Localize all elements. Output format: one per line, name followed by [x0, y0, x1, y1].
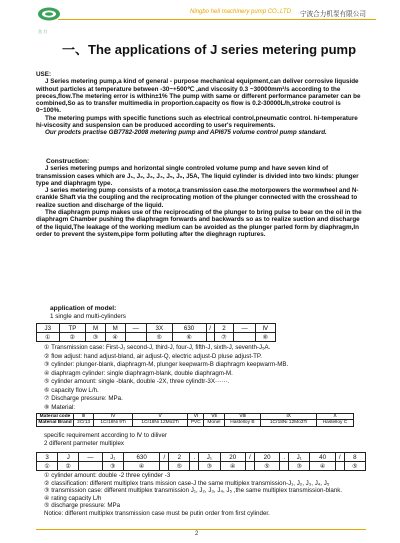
number-cell: ⑧: [255, 333, 275, 342]
table-cell: Hastelloy B: [224, 420, 261, 426]
table-cell: 2Cr13: [74, 420, 94, 426]
number-cell: ③: [199, 462, 220, 471]
use-heading: USE:: [36, 71, 52, 78]
list-item: ⑤ discharge pressure: MPa: [44, 502, 121, 510]
model-number-row: [37, 333, 276, 342]
code-cell: 40: [310, 453, 336, 462]
number-cell: [206, 333, 214, 342]
list-item: ③ transmission case: different multiplex transmission J₁, J₂, J₃, J₄, J₅ ,the same multiplex transmission-blank.: [44, 487, 343, 495]
number-cell: [335, 462, 344, 471]
code-cell: J: [58, 453, 79, 462]
number-cell: ①: [37, 462, 58, 471]
table-cell: 1Cr18Ni 9Ti: [94, 420, 132, 426]
header-company-name: Ningbo heli machinery pump CO.,LTD: [190, 9, 291, 15]
model-code-table: [36, 323, 276, 342]
table-cell: 1Cr18Ni 12Mo2Ti: [132, 420, 188, 426]
table-cell: Hastelloy C: [316, 420, 353, 426]
table-cell: Material code: [37, 414, 74, 420]
code-cell: 3: [37, 453, 58, 462]
list-item: ⑦ Discharge pressure: MPa.: [44, 395, 123, 402]
multiplex-item-list: [44, 472, 366, 518]
code-cell: —: [79, 453, 102, 462]
code-cell: 2: [214, 324, 234, 333]
company-logo: [36, 6, 62, 28]
code-cell: 20: [254, 453, 280, 462]
number-cell: [280, 462, 289, 471]
code-cell: /: [335, 453, 344, 462]
list-item: ⑧ Material:: [44, 403, 75, 411]
table-cell: Ⅳ: [94, 414, 132, 420]
list-item: ④ diaphragm cylinder: single diaphragm-blank, double diaphragm-M.: [44, 369, 233, 377]
table-cell: Ⅸ: [261, 414, 317, 420]
number-cell: [79, 462, 102, 471]
table-cell: Material Brand: [38, 420, 72, 426]
use-paragraph-1: J Series metering pump,a kind of general - purpose mechanical equipment,can deliver corrosive liquside without particles at temperature between -30~+500℃ ,and viscosity 0.3 ~30000mm²/s according to the preces,flow.The metering error is within±1% The pump with same or different performance parameter can be combined,So as to transfer multimedia in proportion.capacity os flow is 0.2-30000L/h,stroke coutrol is 0~100%.: [36, 78, 361, 115]
number-cell: [160, 462, 169, 471]
number-cell: ④: [220, 462, 246, 471]
model-subheading-2: 2 different parmeter multiplex: [44, 440, 125, 447]
model-code-row: [37, 324, 276, 333]
code-cell: /: [160, 453, 169, 462]
construction-heading: Construction:: [46, 158, 90, 165]
code-cell: J3: [37, 324, 60, 333]
number-cell: ⑦: [214, 333, 234, 342]
number-cell: ⑤: [147, 333, 173, 342]
number-cell: ④: [105, 333, 125, 342]
number-cell: [246, 462, 255, 471]
table-cell: PVC: [188, 420, 204, 426]
number-cell: [125, 333, 147, 342]
number-cell: ①: [37, 333, 60, 342]
construction-paragraph-2: J series metering pump consists of a motor,a transmission case.the motorpowers the wormwheel and N-crankle Shaft via the coupling and the reciprocating motion of the plunger connected with the crosshead to realize suction and discharge of the liquid.: [36, 187, 359, 209]
number-cell: [234, 333, 256, 342]
table-cell: Ⅶ: [204, 414, 224, 420]
table-cell: Monel: [204, 420, 224, 426]
table-cell: Ⅹ: [316, 414, 353, 420]
number-cell: ④: [123, 462, 160, 471]
code-cell: 630: [172, 324, 206, 333]
material-brand-row: [37, 420, 354, 426]
use-section: [36, 71, 366, 137]
list-item: ⑥ capacity flow L/h.: [44, 386, 99, 394]
table-cell: Ⅲ: [74, 414, 94, 420]
list-item: ⑤ cylinder amount: single -blank, double -2X, three cylindtr-3X······.: [44, 378, 230, 385]
number-cell: [190, 462, 199, 471]
model-item-list: [44, 344, 369, 412]
number-cell: ④: [310, 462, 336, 471]
code-cell: /: [246, 453, 255, 462]
code-cell: .: [280, 453, 289, 462]
notice-text: Notice: different multiplex transmission case must be putin order from first cylinder.: [44, 509, 270, 517]
list-item: ② flow adjust: hand adjust-bland, air adjust-Q, electric adjust-D pluse adjust-TP.: [44, 352, 262, 360]
page-number: 2: [195, 531, 199, 537]
number-cell: ②: [59, 333, 86, 342]
code-cell: 20: [220, 453, 246, 462]
code-cell: 3X: [147, 324, 173, 333]
construction-section: [36, 158, 366, 238]
list-item: ① cylinder amount: double -2 three cylinder -3: [44, 472, 171, 479]
number-cell: ③: [86, 333, 106, 342]
multiplex-code-row: [37, 453, 366, 462]
page-title: 一、The applications of J series metering pump: [62, 42, 357, 57]
code-cell: J₁: [199, 453, 220, 462]
construction-paragraph-1: J series metering pumps and horizontal single controled volume pump and have seven kind of transmission cases which are J₁, J₂, J₃, J₄, J₅, J₆, J5A, The liquid cylinder is divided into two kinds: plunger type and diaphragm type.: [36, 165, 359, 187]
list-item: ④ rating capacity L/h: [44, 494, 102, 502]
number-cell: ②: [58, 462, 79, 471]
code-cell: Ⅳ: [255, 324, 275, 333]
number-cell: ③: [289, 462, 310, 471]
list-item: ③ cylinder: plunger-blank, diaphragm-M, plunger keepwarm-B diaphragm keepwarm-MB.: [44, 361, 289, 368]
code-cell: 8: [344, 453, 365, 462]
code-cell: —: [234, 324, 256, 333]
use-paragraph-3: Our prodcts practise GB7782-2008 metering pump and API675 volume control pump standard.: [45, 129, 327, 137]
material-table: [36, 413, 354, 427]
code-cell: TP: [59, 324, 86, 333]
header-divider: [58, 19, 376, 20]
multiplex-code-table: [36, 452, 366, 471]
logo-text: 合 力: [38, 29, 48, 34]
list-item: ② classification: different multiplex trans mission case-J the same multiplex transmission-J₁, J₂, J₃, J₄, J₅: [44, 479, 330, 487]
number-cell: ③: [102, 462, 123, 471]
code-cell: M: [105, 324, 125, 333]
number-cell: ⑤: [344, 462, 365, 471]
list-item: ① Transmission case: First-J₁ second-J, third-J, four-J, fifth-J, sixth-J, seventh-J₅A.: [44, 344, 271, 351]
material-note: specific requirement according to Ⅳ to diliver: [44, 432, 167, 439]
code-cell: —: [125, 324, 147, 333]
code-cell: J₁: [102, 453, 123, 462]
model-subheading-1: 1 single and multi-cylinders: [50, 313, 126, 320]
construction-paragraph-3: The diaphragm pump makes use of the reciprocating of the plunger to bring pulse to bear on the oil in the diaphragm Chamber pushing the diaphragm forwards and backwards so as to realize suction and discharge of the liquid,The leakage of the working medium can be avoided as the plunger parled form by diaphragm,In order to prevent the system,pipe form polluting after the dieghragn ruptures.: [36, 209, 362, 238]
code-cell: .: [190, 453, 199, 462]
code-cell: J₁: [289, 453, 310, 462]
multiplex-number-row: [37, 462, 366, 471]
use-paragraph-2: The metering pumps with specific functions such as electrical control,pneumatic control. hi-temperature hi-viscosity and suspension can be produced according to user's requirements.: [36, 114, 358, 130]
code-cell: 630: [123, 453, 160, 462]
footer-divider: [36, 529, 366, 530]
table-cell: Ⅵ: [188, 414, 204, 420]
header-company-name-cn: 宁波合力机泵有限公司: [300, 11, 366, 18]
code-cell: /: [206, 324, 214, 333]
number-cell: ⑥: [172, 333, 206, 342]
table-cell: 1Cr18Ni 12Mo3Ti: [261, 420, 317, 426]
code-cell: M: [86, 324, 106, 333]
number-cell: ⑤: [254, 462, 280, 471]
model-heading: application of model:: [50, 305, 117, 312]
code-cell: 2: [169, 453, 190, 462]
table-cell: Ⅴ: [132, 414, 188, 420]
number-cell: ⑤: [169, 462, 190, 471]
table-cell: Ⅷ: [224, 414, 261, 420]
